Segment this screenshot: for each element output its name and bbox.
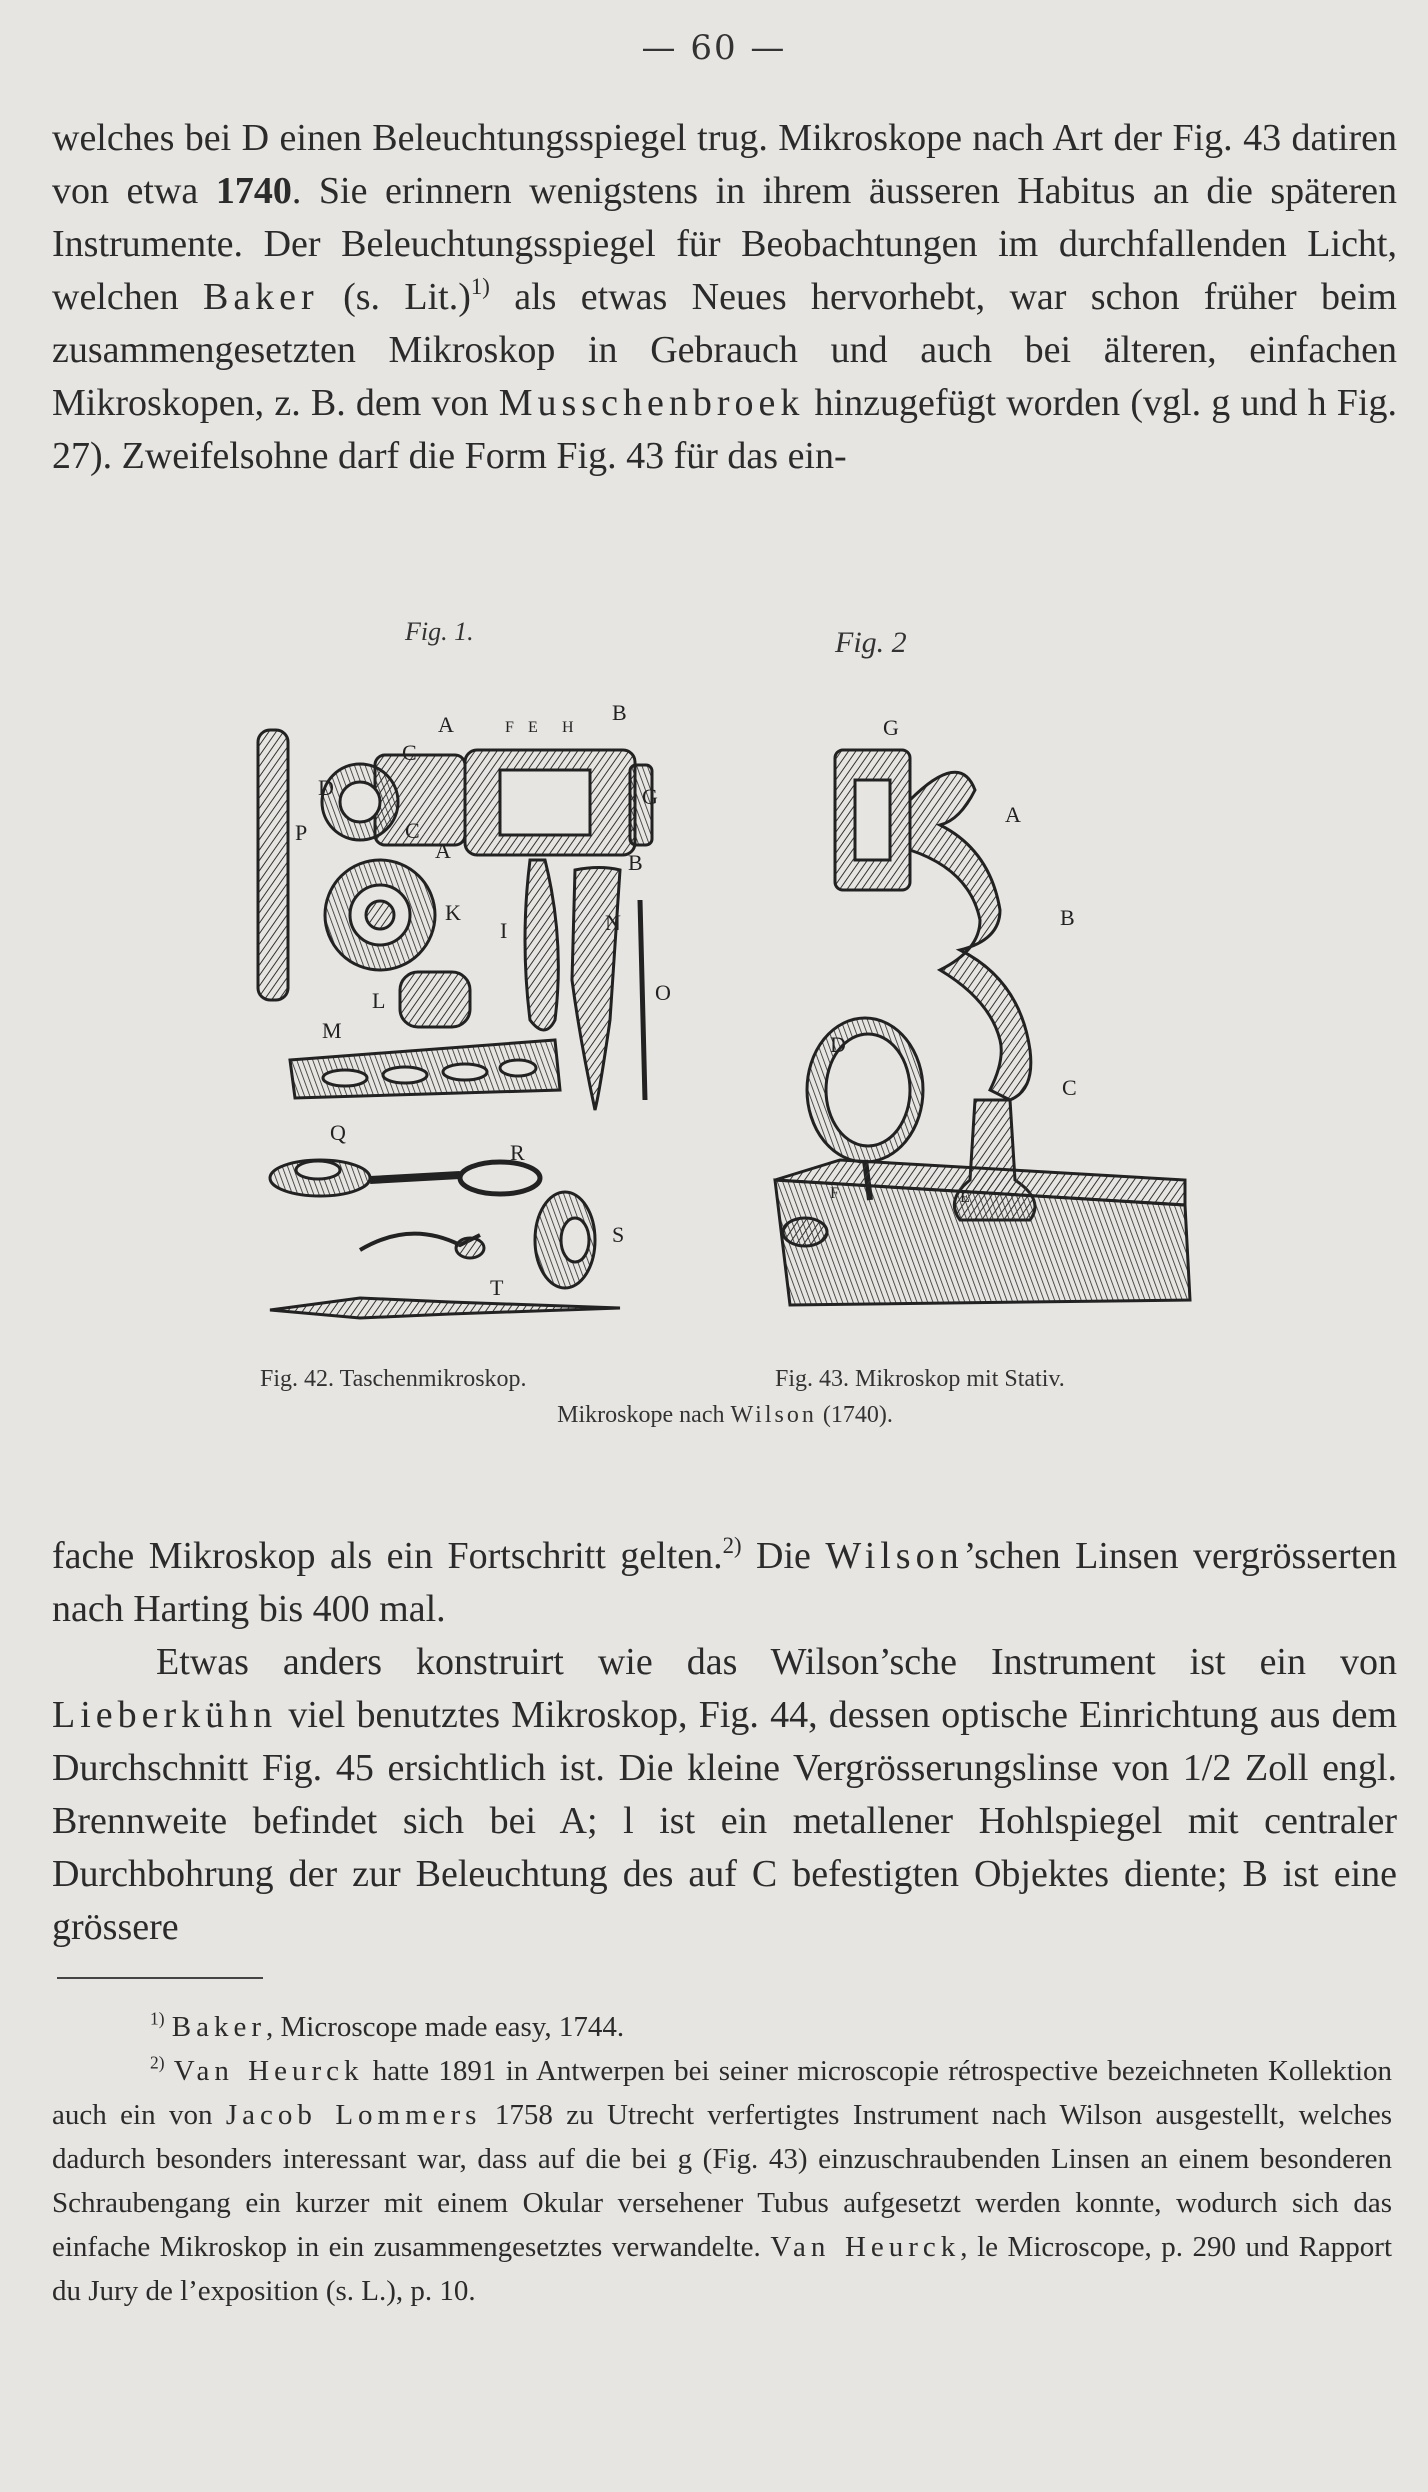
svg-text:B: B <box>612 700 627 725</box>
svg-text:E: E <box>960 1189 970 1206</box>
svg-text:A: A <box>435 838 451 863</box>
footnotes <box>52 2005 1392 2313</box>
page-number: — 60 — <box>641 28 787 68</box>
svg-text:D: D <box>318 775 334 800</box>
svg-text:E: E <box>528 719 538 736</box>
svg-text:R: R <box>510 1140 525 1165</box>
footnote-ref-2[interactable]: 2) <box>722 1533 742 1559</box>
fraction-half: 1/2 <box>1182 1747 1232 1789</box>
svg-text:T: T <box>490 1275 504 1300</box>
footnote-ref-1[interactable]: 1) <box>470 274 490 300</box>
fig-42-drawing <box>258 620 671 1318</box>
footnote-rule <box>57 1977 263 1979</box>
footnote-2: $^{2)}$ Van Heurck hatte 1891 in Antwerpen bei seiner microscopie rétrospective bezeichneten Kollektion auch ein von Jacob Lommers 1758 zu Utrecht verfertigtes Instrument nach Wilson ausgestellt, welches dadurch besonders interessant war, dass auf die bei g (Fig. 43) einzuschraubenden Linsen an einem besonderen Schraubengang ein kurzer mit einem Okular versehener Tubus aufgesetzt werden konnte, wodurch sich das einfache Mikroskop in ein zusammengesetztes verwandelte. Van Heurck, le Microscope, p. 290 und Rapport du Jury de l’exposition (s. L.), p. 10. <box>52 2052 1393 2307</box>
caption-common: Mikroskope nach Wilson (1740). <box>557 1402 893 1428</box>
svg-text:B: B <box>1060 905 1075 930</box>
svg-text:I: I <box>500 918 508 943</box>
svg-text:C: C <box>1062 1075 1077 1100</box>
name-musschenbroek: Musschenbroek <box>498 382 805 424</box>
svg-text:H: H <box>562 719 574 736</box>
svg-text:N: N <box>605 910 621 935</box>
svg-text:G: G <box>642 784 658 809</box>
year-1740: 1740 <box>215 170 292 212</box>
svg-text:Q: Q <box>330 1120 346 1145</box>
footnote-1: $^{1)}$ Baker, Microscope made easy, 1744. <box>150 2008 625 2043</box>
svg-text:D: D <box>830 1032 846 1057</box>
svg-text:M: M <box>322 1018 342 1043</box>
svg-text:F: F <box>505 719 514 736</box>
svg-text:O: O <box>655 980 671 1005</box>
fig-43-drawing <box>775 626 1190 1305</box>
caption-fig-43: Fig. 43. Mikroskop mit Stativ. <box>775 1366 1065 1392</box>
name-baker: Baker <box>202 276 319 318</box>
svg-text:A: A <box>1005 802 1021 827</box>
paragraph-1: welches bei D einen Beleuchtungsspiegel trug. Mikroskope nach Art der Fig. 43 datiren von etwa 1740. Sie erinnern wenigstens in ihrem äusseren Habitus an die späteren Instrumente. Der Beleuchtungsspiegel für Beobachtungen im durchfallenden Licht, welchen Baker (s. Lit.)$^{1)}$ als etwas Neues hervorhebt, war schon früher beim zusammengesetzten Mikroskop in Gebrauch und auch bei älteren, einfachen Mikroskopen, z. B. dem von Musschenbroek hinzugefügt worden (vgl. g und h Fig. 27). Zweifelsohne darf die Form Fig. 43 für das ein- <box>52 117 1397 477</box>
svg-text:S: S <box>612 1222 625 1247</box>
svg-text:K: K <box>445 900 461 925</box>
figure-engraving <box>200 620 1250 1360</box>
name-wilson: Wilson <box>825 1535 964 1577</box>
caption-fig-42: Fig. 42. Taschenmikroskop. <box>260 1366 527 1392</box>
paragraph-2: fache Mikroskop als ein Fortschritt gelten.$^{2)}$ Die Wilson’schen Linsen vergrösserten nach Harting bis 400 mal. Etwas anders konstruirt wie das Wilson’sche Instrument ist ein von Lieberkühn viel benutztes Mikroskop, Fig. 44, dessen optische Einrichtung aus dem Durchschnitt Fig. 45 ersichtlich ist. Die kleine Vergrösserungslinse von 1/2 Zoll engl. Brennweite befindet sich bei A; l ist ein metallener Hohlspiegel mit centraler Durchbohrung der zur Beleuchtung des auf C befestigten Objektes diente; B ist eine grössere <box>52 1530 1397 1954</box>
svg-text:B: B <box>628 850 643 875</box>
svg-text:A: A <box>438 712 454 737</box>
svg-text:C: C <box>402 740 417 765</box>
svg-text:C: C <box>405 818 420 843</box>
paragraph-3: Etwas anders konstruirt wie das Wilson’sche Instrument ist ein von Lieberkühn viel benutztes Mikroskop, Fig. 44, dessen optische Einrichtung aus dem Durchschnitt Fig. 45 ersichtlich ist. Die kleine Vergrösserungslinse von 1/2 Zoll engl. Brennweite befindet sich bei A; l ist ein metallener Hohlspiegel mit centraler Durchbohrung der zur Beleuchtung des auf C befestigten Objektes diente; B ist eine grössere <box>52 1641 1397 1948</box>
fig1-handwritten: Fig. 1. <box>405 620 474 646</box>
svg-text:G: G <box>883 715 899 740</box>
fig2-handwritten: Fig. 2 <box>835 626 907 659</box>
svg-text:F: F <box>830 1185 839 1202</box>
svg-text:P: P <box>295 820 308 845</box>
engraving-svg <box>200 620 1250 1360</box>
name-lieberkuehn: Lieberkühn <box>52 1694 278 1736</box>
svg-text:L: L <box>372 988 386 1013</box>
